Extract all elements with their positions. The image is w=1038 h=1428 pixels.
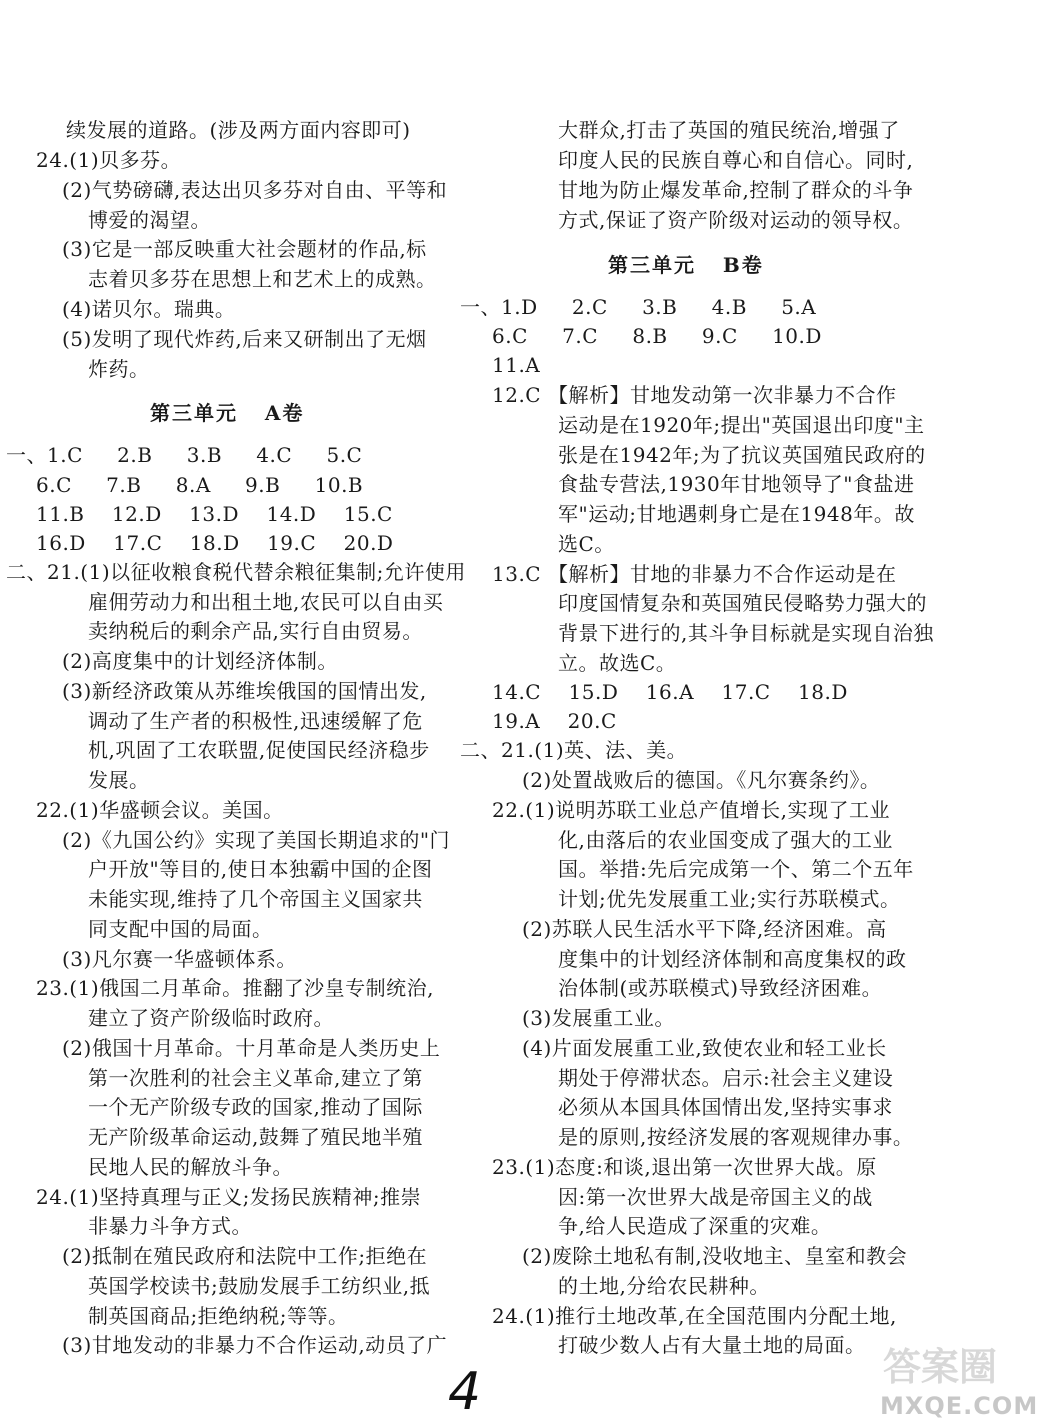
text-line: (3)发展重工业。: [522, 1006, 675, 1030]
text-line: 方式,保证了资产阶级对运动的领导权。: [558, 208, 914, 232]
text-line: 23.(1)态度:和谈,退出第一次世界大战。原: [492, 1155, 877, 1179]
text-line: 打破少数人占有大量土地的局面。: [558, 1333, 866, 1357]
answer-row: 16.D 17.C 18.D 19.C 20.D: [36, 531, 394, 555]
text-line: 机,巩固了工农联盟,促使国民经济稳步: [88, 738, 430, 762]
text-line: 必须从本国具体国情出发,坚持实事求: [558, 1095, 893, 1119]
text-line: 国。举措:先后完成第一个、第二个五年: [558, 857, 914, 881]
text-line: 23.(1)俄国二月革命。推翻了沙皇专制统治,: [36, 976, 434, 1000]
text-line: 二、21.(1)以征收粮食税代替余粮征集制;允许使用: [6, 560, 466, 584]
text-line: 印度国情复杂和英国殖民侵略势力强大的: [558, 591, 927, 615]
text-line: (3)凡尔赛一华盛顿体系。: [62, 947, 297, 971]
text-line: (2)苏联人民生活水平下降,经济困难。高: [522, 917, 887, 941]
text-line: (3)甘地发动的非暴力不合作运动,动员了广: [62, 1333, 448, 1357]
text-line: (2)抵制在殖民政府和法院中工作;拒绝在: [62, 1244, 428, 1268]
text-line: 24.(1)贝多芬。: [36, 148, 182, 172]
answer-row: 6.C 7.B 8.A 9.B 10.B: [36, 473, 364, 497]
text-line: (2)处置战败后的德国。《凡尔赛条约》。: [522, 768, 881, 792]
text-line: 甘地为防止爆发革命,控制了群众的斗争: [558, 178, 914, 202]
text-line: (3)新经济政策从苏维埃俄国的国情出发,: [62, 679, 427, 703]
text-line: 户开放"等目的,使日本独霸中国的企图: [88, 857, 433, 881]
text-line: (4)诺贝尔。瑞典。: [62, 297, 236, 321]
text-line: 选C。: [558, 532, 615, 556]
text-line: 大群众,打击了英国的殖民统治,增强了: [558, 118, 900, 142]
answer-row: 11.B 12.D 13.D 14.D 15.C: [36, 502, 393, 526]
text-line: 军"运动;甘地遇刺身亡是在1948年。故: [558, 502, 915, 526]
section-heading: 第三单元 B卷: [608, 253, 764, 277]
text-line: 张是在1942年;为了抗议英国殖民政府的: [558, 443, 926, 467]
text-line: (2)俄国十月革命。十月革命是人类历史上: [62, 1036, 441, 1060]
text-line: 卖纳税后的剩余产品,实行自由贸易。: [88, 619, 423, 643]
text-line: 制英国商品;拒绝纳税;等等。: [88, 1304, 349, 1328]
answer-row: 14.C 15.D 16.A 17.C 18.D: [492, 680, 848, 704]
text-line: 调动了生产者的积极性,迅速缓解了危: [88, 709, 423, 733]
text-line: 立。故选C。: [558, 651, 677, 675]
text-line: 发展。: [88, 768, 150, 792]
text-line: 非暴力斗争方式。: [88, 1214, 252, 1238]
text-line: 是的原则,按经济发展的客观规律办事。: [558, 1125, 914, 1149]
answer-row: 11.A: [492, 353, 541, 377]
text-line: 13.C 【解析】甘地的非暴力不合作运动是在: [492, 562, 897, 586]
watermark-logo: [880, 1334, 1038, 1428]
text-line: (2)高度集中的计划经济体制。: [62, 649, 338, 673]
text-line: 炸药。: [88, 357, 150, 381]
text-line: 背景下进行的,其斗争目标就是实现自治独: [558, 621, 934, 645]
watermark-url: MXQE.COM: [880, 1392, 1038, 1420]
text-line: 志着贝多芬在思想上和艺术上的成熟。: [88, 267, 437, 291]
text-line: 24.(1)推行土地改革,在全国范围内分配土地,: [492, 1304, 897, 1328]
text-line: 24.(1)坚持真理与正义;发扬民族精神;推崇: [36, 1185, 422, 1209]
text-line: (3)它是一部反映重大社会题材的作品,标: [62, 237, 427, 261]
text-line: (2)废除土地私有制,没收地主、皇室和教会: [522, 1244, 908, 1268]
text-line: 的土地,分给农民耕种。: [558, 1274, 770, 1298]
text-line: 度集中的计划经济体制和高度集权的政: [558, 947, 907, 971]
text-line: 无产阶级革命运动,鼓舞了殖民地半殖: [88, 1125, 423, 1149]
text-line: 运动是在1920年;提出"英国退出印度"主: [558, 413, 925, 437]
text-line: (2)气势磅礴,表达出贝多芬对自由、平等和: [62, 178, 448, 202]
text-line: 民地人民的解放斗争。: [88, 1155, 293, 1179]
text-line: 22.(1)华盛顿会议。美国。: [36, 798, 284, 822]
section-heading: 第三单元 A卷: [150, 401, 305, 425]
text-line: 12.C 【解析】甘地发动第一次非暴力不合作: [492, 383, 897, 407]
text-line: 第一次胜利的社会主义革命,建立了第: [88, 1066, 423, 1090]
text-line: 未能实现,维持了几个帝国主义国家共: [88, 887, 423, 911]
text-line: (4)片面发展重工业,致使农业和轻工业长: [522, 1036, 887, 1060]
text-line: 22.(1)说明苏联工业总产值增长,实现了工业: [492, 798, 890, 822]
text-line: 建立了资产阶级临时政府。: [88, 1006, 334, 1030]
watermark-text: 答案圈: [882, 1345, 997, 1389]
text-line: 计划;优先发展重工业;实行苏联模式。: [558, 887, 901, 911]
text-line: 印度人民的民族自尊心和自信心。同时,: [558, 148, 914, 172]
text-line: 治体制(或苏联模式)导致经济困难。: [558, 976, 883, 1000]
text-line: 化,由落后的农业国变成了强大的工业: [558, 828, 893, 852]
text-line: 二、21.(1)英、法、美。: [460, 738, 688, 762]
text-line: 期处于停滞状态。启示:社会主义建设: [558, 1066, 894, 1090]
text-line: 同支配中国的局面。: [88, 917, 273, 941]
text-line: 因:第一次世界大战是帝国主义的战: [558, 1185, 873, 1209]
text-line: (5)发明了现代炸药,后来又研制出了无烟: [62, 327, 427, 351]
text-line: 食盐专营法,1930年甘地领导了"食盐进: [558, 472, 915, 496]
page-number: 4: [448, 1362, 482, 1422]
text-line: 一个无产阶级专政的国家,推动了国际: [88, 1095, 423, 1119]
text-line: 续发展的道路。(涉及两方面内容即可): [66, 118, 411, 142]
answer-row: 一、1.D 2.C 3.B 4.B 5.A: [460, 295, 817, 319]
answer-row: 一、1.C 2.B 3.B 4.C 5.C: [6, 443, 363, 467]
answer-row: 19.A 20.C: [492, 709, 617, 733]
text-line: 雇佣劳动力和出租土地,农民可以自由买: [88, 590, 444, 614]
answer-row: 6.C 7.C 8.B 9.C 10.D: [492, 324, 822, 348]
text-line: 英国学校读书;鼓励发展手工纺织业,抵: [88, 1274, 431, 1298]
text-line: 博爱的渴望。: [88, 208, 211, 232]
text-line: (2)《九国公约》实现了美国长期追求的"门: [62, 828, 451, 852]
text-line: 争,给人民造成了深重的灾难。: [558, 1214, 832, 1238]
